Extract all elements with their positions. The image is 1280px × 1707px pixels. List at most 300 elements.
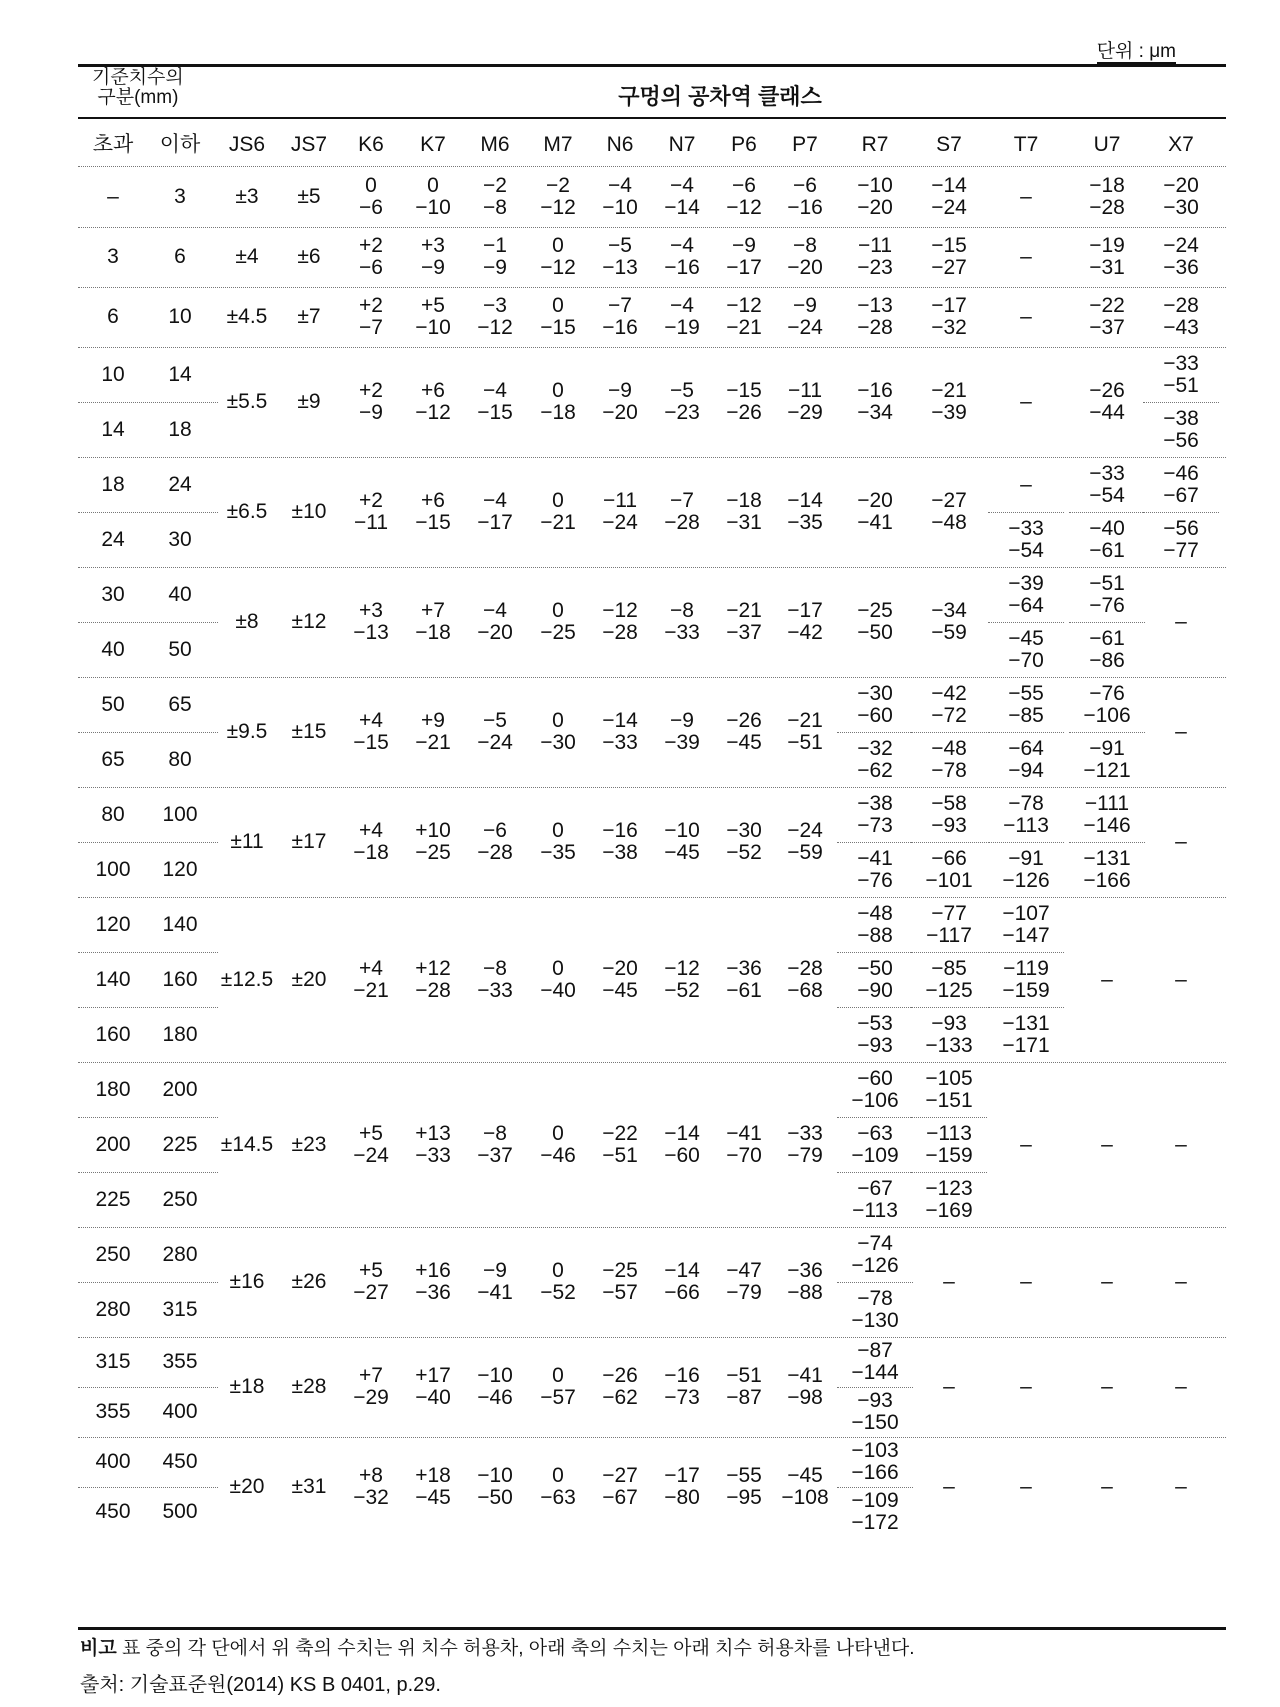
upper-deviation: −10 — [477, 1464, 513, 1487]
lower-deviation: −29 — [787, 401, 823, 424]
lower-deviation: −117 — [926, 923, 972, 947]
lower-deviation: −28 — [602, 621, 638, 644]
upper-deviation: −103 — [851, 1439, 899, 1462]
lower-deviation: −93 — [931, 813, 967, 837]
sub-row-divider — [78, 952, 218, 953]
upper-deviation: +9 — [421, 709, 445, 732]
upper-deviation: −13 — [857, 294, 893, 317]
upper-deviation: −38 — [1163, 406, 1199, 430]
lower-deviation: −61 — [726, 978, 762, 1002]
upper-deviation: −123 — [925, 1176, 973, 1200]
upper-deviation: −26 — [726, 709, 762, 732]
upper-deviation: −45 — [787, 1464, 823, 1487]
lower-deviation: −121 — [1083, 758, 1131, 782]
lower-deviation: −79 — [787, 1143, 823, 1167]
lower-deviation: −113 — [1003, 813, 1049, 837]
lower-deviation: −56 — [1163, 428, 1199, 452]
upper-deviation: −20 — [602, 956, 638, 980]
lower-deviation: −24 — [477, 731, 513, 754]
js7-value: ±15 — [291, 720, 327, 743]
no-value-dash: – — [1101, 1132, 1113, 1156]
lower-deviation: −64 — [1008, 593, 1044, 617]
lower-deviation: −28 — [664, 511, 700, 534]
table-bottom-rule — [78, 1627, 1226, 1630]
upper-deviation: −12 — [664, 956, 700, 980]
size-over: 280 — [95, 1297, 131, 1321]
lower-deviation: −51 — [602, 1143, 638, 1167]
size-upto: 100 — [162, 802, 198, 826]
size-over: 14 — [101, 417, 125, 441]
upper-deviation: +8 — [359, 1464, 383, 1487]
lower-deviation: −70 — [1008, 648, 1044, 672]
size-upto: 10 — [168, 305, 192, 328]
lower-deviation: −106 — [851, 1088, 899, 1112]
upper-deviation: 0 — [427, 174, 439, 197]
upper-deviation: −25 — [857, 599, 893, 622]
size-upto: 200 — [162, 1077, 198, 1101]
size-upto: 14 — [168, 362, 192, 386]
no-value-dash: – — [1020, 390, 1032, 413]
upper-deviation: −66 — [931, 846, 967, 870]
upper-deviation: −6 — [732, 174, 756, 197]
lower-deviation: −37 — [477, 1143, 513, 1167]
lower-deviation: −171 — [1002, 1033, 1050, 1057]
sub-cell-divider — [837, 1117, 913, 1118]
upper-deviation: −32 — [857, 736, 893, 760]
sub-cell-divider — [837, 1487, 913, 1488]
row-divider — [78, 567, 1226, 568]
upper-deviation: −19 — [1089, 234, 1125, 257]
upper-deviation: −42 — [931, 681, 967, 705]
no-value-dash: – — [943, 1270, 955, 1293]
lower-deviation: −33 — [477, 978, 513, 1002]
no-value-dash: – — [1101, 1375, 1113, 1398]
upper-deviation: −24 — [1163, 234, 1199, 257]
size-over: 100 — [95, 857, 131, 881]
js7-value: ±9 — [297, 390, 321, 413]
size-over: 160 — [95, 1022, 131, 1046]
upper-deviation: −76 — [1089, 681, 1125, 705]
upper-deviation: +12 — [415, 956, 451, 980]
sub-cell-divider — [911, 842, 987, 843]
row-divider — [78, 287, 1226, 288]
upper-deviation: −20 — [857, 489, 893, 512]
size-upto: 50 — [168, 637, 192, 661]
upper-deviation: +5 — [421, 294, 445, 317]
upper-deviation: +4 — [359, 956, 383, 980]
upper-deviation: −41 — [726, 1121, 762, 1145]
no-value-dash: – — [1175, 1270, 1187, 1293]
lower-deviation: −67 — [602, 1486, 638, 1509]
lower-deviation: −50 — [477, 1486, 513, 1509]
upper-deviation: 0 — [552, 599, 564, 622]
lower-deviation: −32 — [931, 316, 967, 339]
js7-value: ±5 — [297, 185, 321, 208]
no-value-dash: – — [1020, 472, 1032, 496]
lower-deviation: −108 — [781, 1486, 829, 1509]
sub-cell-divider — [988, 1007, 1064, 1008]
upper-deviation: 0 — [552, 1121, 564, 1145]
sub-cell-divider — [911, 732, 987, 733]
lower-deviation: −7 — [359, 316, 383, 339]
column-header: M7 — [543, 133, 573, 156]
column-header: 이하 — [159, 133, 201, 156]
column-header: R7 — [861, 133, 889, 156]
lower-deviation: −10 — [415, 196, 451, 219]
lower-deviation: −15 — [477, 401, 513, 424]
lower-deviation: −25 — [540, 621, 576, 644]
sub-row-divider — [78, 622, 218, 623]
size-over: 24 — [101, 527, 125, 551]
row-divider — [78, 227, 1226, 228]
upper-deviation: −61 — [1089, 626, 1125, 650]
upper-deviation: −50 — [857, 956, 893, 980]
upper-deviation: −33 — [1089, 461, 1125, 485]
lower-deviation: −34 — [857, 401, 893, 424]
row-divider — [78, 897, 1226, 898]
lower-deviation: −23 — [857, 256, 893, 279]
no-value-dash: – — [1101, 967, 1113, 991]
upper-deviation: +3 — [359, 599, 383, 622]
column-header: K7 — [420, 133, 446, 156]
upper-deviation: −39 — [1008, 571, 1044, 595]
upper-deviation: −28 — [1163, 294, 1199, 317]
upper-deviation: −33 — [1163, 351, 1199, 375]
no-value-dash: – — [1020, 1475, 1032, 1498]
lower-deviation: −45 — [415, 1486, 451, 1509]
size-over: 315 — [95, 1350, 131, 1373]
upper-deviation: −16 — [602, 819, 638, 842]
lower-deviation: −88 — [787, 1281, 823, 1304]
lower-deviation: −109 — [851, 1143, 899, 1167]
no-value-dash: – — [1175, 720, 1187, 743]
lower-deviation: −76 — [1089, 593, 1125, 617]
upper-deviation: −41 — [857, 846, 893, 870]
no-value-dash: – — [943, 1375, 955, 1398]
js7-value: ±7 — [297, 305, 321, 328]
lower-deviation: −24 — [787, 316, 823, 339]
upper-deviation: −93 — [931, 1011, 967, 1035]
lower-deviation: −59 — [931, 621, 967, 644]
no-value-dash: – — [1175, 830, 1187, 853]
row-divider — [78, 1062, 1226, 1063]
lower-deviation: −42 — [787, 621, 823, 644]
upper-deviation: +17 — [415, 1364, 451, 1387]
lower-deviation: −40 — [415, 1386, 451, 1409]
upper-deviation: −131 — [1083, 846, 1131, 870]
js7-value: ±26 — [291, 1270, 327, 1293]
no-value-dash: – — [1175, 1132, 1187, 1156]
lower-deviation: −52 — [664, 978, 700, 1002]
upper-deviation: −22 — [602, 1121, 638, 1145]
lower-deviation: −21 — [353, 978, 389, 1002]
column-header: JS7 — [290, 133, 328, 156]
upper-deviation: −74 — [857, 1231, 893, 1255]
lower-deviation: −50 — [857, 621, 893, 644]
upper-deviation: −15 — [726, 379, 762, 402]
sub-cell-divider — [837, 1282, 913, 1283]
upper-deviation: −111 — [1084, 791, 1130, 815]
size-upto: 450 — [162, 1450, 198, 1473]
lower-deviation: −17 — [726, 256, 762, 279]
lower-deviation: −59 — [787, 841, 823, 864]
size-over: 30 — [101, 582, 125, 606]
sub-cell-divider — [988, 622, 1064, 623]
upper-deviation: +6 — [421, 489, 445, 512]
row-divider — [78, 1227, 1226, 1228]
upper-deviation: −87 — [857, 1339, 893, 1362]
upper-deviation: −38 — [857, 791, 893, 815]
size-over: 10 — [101, 362, 125, 386]
lower-deviation: −21 — [726, 316, 762, 339]
upper-deviation: +7 — [359, 1364, 383, 1387]
lower-deviation: −166 — [1083, 868, 1131, 892]
size-over: 40 — [101, 637, 125, 661]
no-value-dash: – — [1020, 305, 1032, 328]
lower-deviation: −39 — [664, 731, 700, 754]
js6-value: ±18 — [229, 1375, 265, 1398]
lower-deviation: −30 — [540, 731, 576, 754]
sub-cell-divider — [1069, 622, 1145, 623]
lower-deviation: −14 — [664, 196, 700, 219]
lower-deviation: −70 — [726, 1143, 762, 1167]
upper-deviation: −21 — [726, 599, 762, 622]
lower-deviation: −12 — [726, 196, 762, 219]
column-header: U7 — [1093, 133, 1121, 156]
upper-deviation: −77 — [931, 901, 967, 925]
js6-value: ±14.5 — [220, 1132, 274, 1156]
upper-deviation: −46 — [1163, 461, 1199, 485]
size-over: – — [107, 185, 119, 208]
upper-deviation: −4 — [670, 174, 694, 197]
upper-deviation: −17 — [664, 1464, 700, 1487]
upper-deviation: −10 — [857, 174, 893, 197]
upper-deviation: 0 — [552, 1464, 564, 1487]
js7-value: ±31 — [291, 1475, 327, 1498]
source-citation: 출처: 기술표준원(2014) KS B 0401, p.29. — [80, 1674, 441, 1696]
lower-deviation: −113 — [852, 1198, 898, 1222]
header-divider — [78, 166, 1226, 167]
size-over: 50 — [101, 692, 125, 716]
sub-row-divider — [78, 732, 218, 733]
size-upto: 280 — [162, 1242, 198, 1266]
lower-deviation: −94 — [1008, 758, 1044, 782]
upper-deviation: −17 — [931, 294, 967, 317]
lower-deviation: −9 — [421, 256, 445, 279]
sub-row-divider — [78, 1282, 218, 1283]
upper-deviation: −15 — [931, 234, 967, 257]
upper-deviation: −36 — [787, 1259, 823, 1282]
lower-deviation: −12 — [415, 401, 451, 424]
size-upto: 250 — [162, 1187, 198, 1211]
upper-deviation: −8 — [483, 1121, 507, 1145]
lower-deviation: −95 — [726, 1486, 762, 1509]
lower-deviation: −48 — [931, 511, 967, 534]
lower-deviation: −19 — [664, 316, 700, 339]
lower-deviation: −62 — [602, 1386, 638, 1409]
upper-deviation: −14 — [931, 174, 967, 197]
sub-cell-divider — [988, 842, 1064, 843]
sub-cell-divider — [911, 1172, 987, 1173]
lower-deviation: −76 — [857, 868, 893, 892]
upper-deviation: +4 — [359, 819, 383, 842]
lower-deviation: −90 — [857, 978, 893, 1002]
sub-cell-divider — [911, 952, 987, 953]
upper-deviation: +5 — [359, 1121, 383, 1145]
lower-deviation: −12 — [540, 256, 576, 279]
size-over: 120 — [95, 912, 131, 936]
no-value-dash: – — [1020, 185, 1032, 208]
table-note — [80, 1633, 914, 1660]
lower-deviation: −159 — [1002, 978, 1050, 1002]
lower-deviation: −146 — [1083, 813, 1131, 837]
upper-deviation: −48 — [931, 736, 967, 760]
upper-deviation: −27 — [931, 489, 967, 512]
upper-deviation: −17 — [787, 599, 823, 622]
size-upto: 80 — [168, 747, 192, 771]
upper-deviation: +10 — [415, 819, 451, 842]
no-value-dash: – — [1175, 967, 1187, 991]
upper-deviation: −18 — [1089, 174, 1125, 197]
size-upto: 355 — [162, 1350, 198, 1373]
lower-deviation: −43 — [1163, 316, 1199, 339]
upper-deviation: −107 — [1002, 901, 1050, 925]
lower-deviation: −126 — [1002, 868, 1050, 892]
upper-deviation: −24 — [787, 819, 823, 842]
size-over: 140 — [95, 967, 131, 991]
upper-deviation: −85 — [931, 956, 967, 980]
js6-value: ±8 — [235, 610, 259, 633]
upper-deviation: −11 — [857, 234, 893, 257]
lower-deviation: −31 — [1089, 256, 1125, 279]
lower-deviation: −86 — [1089, 648, 1125, 672]
upper-deviation: −28 — [787, 956, 823, 980]
no-value-dash: – — [1175, 1375, 1187, 1398]
lower-deviation: −68 — [787, 978, 823, 1002]
js6-value: ±4 — [235, 245, 259, 268]
column-header: P7 — [792, 133, 818, 156]
size-over: 400 — [95, 1450, 131, 1473]
size-upto: 65 — [168, 692, 192, 716]
upper-deviation: −51 — [726, 1364, 762, 1387]
upper-deviation: −34 — [931, 599, 967, 622]
lower-deviation: −10 — [415, 316, 451, 339]
sub-cell-divider — [911, 1007, 987, 1008]
range-header-line1: 기준치수의 — [92, 67, 184, 88]
lower-deviation: −16 — [602, 316, 638, 339]
size-upto: 120 — [162, 857, 198, 881]
sub-row-divider — [78, 402, 218, 403]
sub-row-divider — [78, 512, 218, 513]
sub-cell-divider — [988, 732, 1064, 733]
size-over: 65 — [101, 747, 125, 771]
size-upto: 315 — [162, 1297, 198, 1321]
lower-deviation: −18 — [415, 621, 451, 644]
upper-deviation: −14 — [602, 709, 638, 732]
upper-deviation: −10 — [477, 1364, 513, 1387]
no-value-dash: – — [943, 1475, 955, 1498]
size-over: 200 — [95, 1132, 131, 1156]
lower-deviation: −166 — [851, 1461, 899, 1484]
js7-value: ±23 — [291, 1132, 327, 1156]
range-header — [92, 68, 184, 108]
upper-deviation: −26 — [1089, 379, 1125, 402]
size-upto: 24 — [168, 472, 192, 496]
upper-deviation: −22 — [1089, 294, 1125, 317]
lower-deviation: −11 — [353, 511, 389, 534]
upper-deviation: −105 — [925, 1066, 973, 1090]
upper-deviation: +16 — [415, 1259, 451, 1282]
upper-deviation: −5 — [670, 379, 694, 402]
upper-deviation: −53 — [857, 1011, 893, 1035]
row-divider — [78, 677, 1226, 678]
range-header-line2: 구분(mm) — [97, 87, 179, 108]
table-top-rule — [78, 64, 1226, 67]
js6-value: ±3 — [235, 185, 259, 208]
upper-deviation: −8 — [793, 234, 817, 257]
lower-deviation: −27 — [353, 1281, 389, 1304]
size-upto: 400 — [162, 1400, 198, 1423]
lower-deviation: −45 — [726, 731, 762, 754]
lower-deviation: −45 — [602, 978, 638, 1002]
lower-deviation: −57 — [540, 1386, 576, 1409]
lower-deviation: −37 — [726, 621, 762, 644]
sub-cell-divider — [837, 1387, 913, 1388]
column-header: S7 — [936, 133, 962, 156]
column-header: 초과 — [92, 133, 134, 156]
size-upto: 18 — [168, 417, 192, 441]
sub-cell-divider — [837, 842, 913, 843]
upper-deviation: +2 — [359, 234, 383, 257]
upper-deviation: −9 — [732, 234, 756, 257]
column-header: N6 — [606, 133, 634, 156]
sub-cell-divider — [911, 1117, 987, 1118]
upper-deviation: −36 — [726, 956, 762, 980]
js7-value: ±6 — [297, 245, 321, 268]
lower-deviation: −10 — [602, 196, 638, 219]
js6-value: ±16 — [229, 1270, 265, 1293]
upper-deviation: +6 — [421, 379, 445, 402]
row-divider — [78, 1337, 1226, 1338]
upper-deviation: −33 — [787, 1121, 823, 1145]
no-value-dash: – — [1020, 1375, 1032, 1398]
sub-row-divider — [78, 1387, 218, 1388]
lower-deviation: −28 — [857, 316, 893, 339]
js7-value: ±12 — [291, 610, 327, 633]
size-over: 18 — [101, 472, 125, 496]
lower-deviation: −35 — [540, 841, 576, 864]
sub-cell-divider — [837, 1007, 913, 1008]
lower-deviation: −41 — [857, 511, 893, 534]
lower-deviation: −21 — [540, 511, 576, 534]
lower-deviation: −27 — [931, 256, 967, 279]
lower-deviation: −20 — [477, 621, 513, 644]
no-value-dash: – — [1101, 1270, 1113, 1293]
lower-deviation: −30 — [1163, 196, 1199, 219]
upper-deviation: −7 — [608, 294, 632, 317]
sub-cell-divider — [837, 952, 913, 953]
lower-deviation: −28 — [415, 978, 451, 1002]
upper-deviation: −16 — [857, 379, 893, 402]
upper-deviation: −5 — [608, 234, 632, 257]
upper-deviation: 0 — [552, 1259, 564, 1282]
no-value-dash: – — [1175, 610, 1187, 633]
upper-deviation: −21 — [787, 709, 823, 732]
upper-deviation: −18 — [726, 489, 762, 512]
upper-deviation: −48 — [857, 901, 893, 925]
upper-deviation: 0 — [552, 1364, 564, 1387]
lower-deviation: −39 — [931, 401, 967, 424]
